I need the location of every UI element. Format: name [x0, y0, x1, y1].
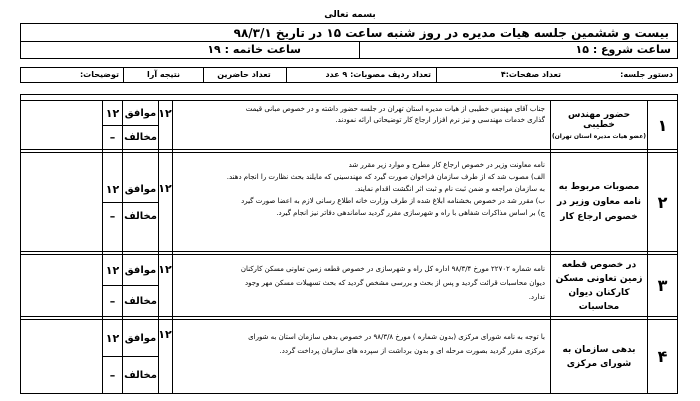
attendees-count: ۱۲	[158, 181, 172, 195]
yes-count: ۱۲	[105, 331, 120, 345]
meeting-title: بیست و ششمین جلسه هیات مدیره در روز شنبه ساعت ۱۵ در تاریخ ۹۸/۳/۱	[233, 26, 669, 40]
no-label: مخالف	[124, 132, 157, 143]
row-description: با توجه به نامه شورای مرکزی (بدون شماره ) مورخ ۹۸/۳/۸ در خصوص بدهی سازمان استان به شورای مرکزی مقرر گردید بصورت مرحله ای و بدون برداشت از سپرده های سازمان پرداخت گردد.	[248, 333, 545, 355]
pages-count-label: تعداد صفحات:۴	[500, 70, 561, 79]
row-topic: مصوبات مربوط به نامه معاون وزیر در خصوص ارجاع کار	[556, 181, 642, 222]
attendees-count: ۱۲	[158, 262, 172, 276]
no-label: مخالف	[124, 369, 157, 381]
row-number: ۱	[657, 115, 668, 135]
no-count: –	[109, 131, 116, 144]
attendees-label: تعداد حاضرین	[217, 70, 271, 79]
row-number: ۴	[657, 347, 668, 366]
bismillah-text: بسمه تعالی	[324, 10, 376, 20]
row-number: ۲	[657, 192, 668, 212]
no-count: –	[109, 368, 116, 382]
no-count: –	[109, 209, 116, 223]
resolutions-table	[20, 94, 678, 394]
row-description: نامه معاونت وزیر در خصوص ارجاع کار مطرح و موارد زیر مقرر شد الف) مصوب شد که از طرف سازمان فراخوان صورت گیرد که مهندسینی که مایلند بحث نظارت را انجام دهند. به سازمان مراجعه و ضمن ثبت نام و ثبت اثر انگشت اقدام نمایند. ب) مقرر شد در خصوص بخشنامه ابلاغ شده از طرف وزارت خانه اطلاع رسانی لازم به اعضا صورت گیرد ج) بر اساس مذاکرات شفاهی با راه و شهرسازی مقرر گردید ساماندهی دفاتر نیز انجام گیرد.	[226, 161, 545, 217]
no-label: مخالف	[124, 295, 157, 307]
yes-label: موافق	[124, 183, 157, 195]
end-time: ساعت خاتمه : ۱۹	[207, 43, 301, 56]
row-topic-cell	[551, 101, 647, 149]
no-count: –	[109, 294, 116, 308]
attendees-count: ۱۲	[158, 106, 172, 120]
start-time: ساعت شروع : ۱۵	[575, 43, 671, 56]
yes-count: ۱۲	[105, 263, 120, 277]
row-topic: در خصوص قطعه زمین تعاونی مسکن کارکنان دیوان محاسبات	[555, 259, 643, 312]
yes-count: ۱۲	[105, 182, 120, 196]
yes-label: موافق	[124, 107, 157, 119]
vote-result-label: نتیجه آرا	[146, 70, 181, 79]
attendees-count: ۱۲	[158, 327, 172, 341]
row-topic: بدهی سازمان به شورای مرکزی	[562, 344, 636, 369]
row-description: نامه شماره ۲۲۷۰۲ مورخ ۹۸/۳/۴ اداره کل راه و شهرسازی در خصوص قطعه زمین تعاونی مسکن کارکنان دیوان محاسبات قرائت گردید و پس از بحث و بررسی مشخص گردید که بحث تسهیلات مسکن مهر وجود ندارد.	[240, 265, 545, 301]
resolutions-count-label: تعداد ردیف مصوبات: ۹ عدد	[325, 70, 431, 79]
title-box	[20, 23, 678, 59]
info-row	[20, 67, 678, 83]
row-topic-sub: (عضو هیات مدیره استان تهران)	[551, 133, 647, 140]
row-number: ۳	[657, 276, 668, 295]
no-label: مخالف	[124, 210, 157, 222]
notes-label: توضیحات:	[79, 70, 119, 79]
agenda-label: دستور جلسه:	[620, 70, 673, 79]
yes-label: موافق	[124, 264, 157, 276]
row-topic: حضور مهندس خطیبی	[567, 110, 631, 130]
yes-count: ۱۲	[105, 106, 120, 120]
yes-label: موافق	[124, 332, 157, 344]
row-description: جناب آقای مهندس خطیبی از هیات مدیره استان تهران در جلسه حضور داشته و در خصوص مبانی قیمت گذاری خدمات مهندسی و نیز نرم افزار ارجاع کار توضیحاتی ارائه نمودند.	[245, 105, 545, 124]
